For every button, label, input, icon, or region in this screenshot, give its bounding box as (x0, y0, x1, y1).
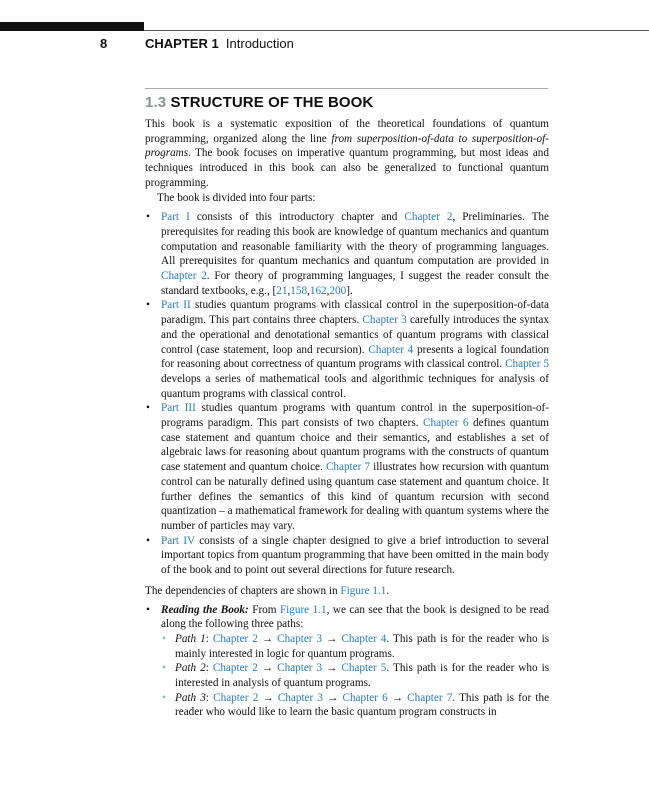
arrow: → (323, 691, 343, 704)
emphasis-text: from superposition-of-data to superposition-of-programs (145, 132, 549, 160)
reading-list (145, 603, 549, 721)
list-item-part-3 (145, 401, 549, 533)
chapter-6-link[interactable]: Chapter 6 (423, 417, 469, 430)
list-item-part-4 (145, 534, 549, 578)
citation-158[interactable]: 158 (290, 284, 308, 297)
page-number: 8 (100, 36, 108, 51)
chapter-label: CHAPTER 1 (145, 36, 219, 51)
text-run: ]. (346, 284, 353, 297)
text-run: consists of this introductory chapter and (189, 211, 405, 224)
chapter-2-link[interactable]: Chapter 2 (404, 211, 453, 224)
chapter-2-link[interactable]: Chapter 2 (212, 662, 258, 675)
arrow: → (322, 662, 342, 675)
chapter-title: Introduction (225, 36, 294, 51)
intro-paragraph (145, 117, 549, 191)
chapter-7-link[interactable]: Chapter 7 (407, 691, 453, 704)
reading-label: Reading the Book: (161, 603, 249, 616)
citation-21[interactable]: 21 (276, 284, 288, 297)
chapter-3-link[interactable]: Chapter 3 (277, 662, 323, 675)
part-iii-link[interactable]: Part III (161, 402, 196, 415)
chapter-3-link[interactable]: Chapter 3 (277, 632, 323, 645)
part-i-link[interactable]: Part I (161, 211, 190, 224)
chapter-3-link[interactable]: Chapter 3 (277, 691, 323, 704)
parts-intro: The book is divided into four parts: (157, 191, 316, 204)
arrow: → (387, 691, 408, 704)
text-run: presents a logical foundation for reasoning about correctness of quantum programs with classical control. (161, 343, 549, 371)
text-run: carefully introduces the syntax and the operational and denotational semantics of quantum programs with classical control (case statement, loop and recursion). (161, 314, 549, 356)
text-run: The dependencies of chapters are shown in (145, 584, 341, 597)
chapter-4-link[interactable]: Chapter 4 (341, 632, 387, 645)
arrow: → (258, 691, 278, 704)
text-run: , Preliminaries. The prerequisites for reading this book are knowledge of quantum mechanics and quantum computation and reasonable familiarity with the theory of programming languages. All prerequisites for quantum mechanics and quantum computation are provided in (161, 211, 549, 268)
list-item-part-1: • Part I consists of this introductory chapter and Chapter 2, Preliminaries. The prerequisites for reading this book are knowledge of quantum mechanics and quantum computation and reasonable familiarity with the theory of programming languages. All prerequisites for quantum mechanics and quantum computation are provided in Chapter 2. For theory of programming languages, I suggest the reader consult the standard textbooks, e.g., [21,158,162,200]. (145, 210, 549, 298)
text-run: illustrates how recursion with quantum control can be naturally defined using quantum case statement and quantum choice. It further defines the semantics of this kind of quantum recursion with second quantization – a mathematical framework for dealing with quantum systems where the number of particles may vary. (161, 461, 550, 532)
text-run: . For theory of programming languages, I suggest the reader consult the standard textbooks, e.g., [ (161, 270, 549, 297)
section-number: 1.3 (145, 94, 167, 111)
arrow: → (322, 632, 342, 645)
running-head (145, 36, 294, 51)
list-item-part-2 (145, 298, 549, 401)
section-heading (145, 94, 373, 111)
text-run: This book is a systematic exposition of the theoretical foundations of quantum programming, organized along the line (145, 118, 549, 145)
chapter-2-link[interactable]: Chapter 2 (161, 270, 207, 283)
text-run: . The book focuses on imperative quantum programming, but most ideas and techniques introduced in this book can also be generalized to functional quantum programming. (145, 147, 549, 189)
path-name: Path 1 (175, 632, 206, 645)
text-run: . (386, 584, 390, 597)
path-name: Path 3 (175, 691, 206, 704)
text-run: develops a series of mathematical tools and algorithmic techniques for analysis of quantum programs with classical control. (161, 372, 549, 400)
list-item-reading (145, 603, 549, 721)
text-run: defines quantum case statement and quantum choice and their semantics, and establishes a set of algebraic laws for reasoning about quantum programs with the constructs of quantum case statement and quantum choice. (161, 417, 549, 474)
chapter-7-link[interactable]: Chapter 7 (325, 461, 371, 474)
chapter-2-link[interactable]: Chapter 2 (212, 632, 258, 645)
part-iv-link[interactable]: Part IV (161, 534, 195, 547)
text-run: . This path is for the reader who is interested in analysis of quantum programs. (175, 662, 550, 690)
figure-1-1-link[interactable]: Figure 1.1 (340, 584, 387, 597)
path-item-1: • Path 1: Chapter 2 → Chapter 3 → Chapter 4. This path is for the reader who is mainly interested in logic for quantum programs. (161, 632, 549, 661)
chapter-2-link[interactable]: Chapter 2 (213, 691, 259, 704)
header-black-bar (0, 22, 144, 31)
text-run: , we can see that the book is designed to be read along the following three paths: (161, 603, 549, 631)
chapter-5-link[interactable]: Chapter 5 (505, 358, 550, 371)
citation-200[interactable]: 200 (329, 284, 347, 297)
chapter-6-link[interactable]: Chapter 6 (342, 691, 388, 704)
path-item-2: • Path 2: Chapter 2 → Chapter 3 → Chapter 5. This path is for the reader who is interested in analysis of quantum programs. (161, 661, 549, 690)
section-rule (145, 88, 548, 89)
chapter-4-link[interactable]: Chapter 4 (368, 343, 414, 356)
text-run: . This path is for the reader who would like to learn the basic quantum program constructs in (175, 691, 550, 719)
path-name: Path 2 (175, 662, 206, 675)
figure-1-1-link[interactable]: Figure 1.1 (279, 603, 327, 616)
section-title: STRUCTURE OF THE BOOK (170, 94, 374, 111)
part-ii-link[interactable]: Part II (161, 299, 191, 312)
chapter-3-link[interactable]: Chapter 3 (362, 314, 407, 327)
paths-list (161, 632, 549, 720)
citation-162[interactable]: 162 (309, 284, 327, 297)
text-run: . This path is for the reader who is mainly interested in logic for quantum programs. (175, 632, 550, 660)
dependencies-paragraph (145, 584, 549, 599)
text-run: studies quantum programs with quantum control in the superposition-of-programs paradigm. This part consists of two chapters. (161, 402, 550, 430)
arrow: → (257, 662, 278, 675)
text-run: consists of a single chapter designed to give a brief introduction to several important topics from quantum programming that have been omitted in the main body of the book and to point out several directions for future research. (161, 534, 549, 577)
path-item-3: • Path 3: Chapter 2 → Chapter 3 → Chapter 6 → Chapter 7. This path is for the reader who would like to learn the basic quantum program constructs in (161, 691, 549, 720)
chapter-5-link[interactable]: Chapter 5 (341, 662, 387, 675)
text-run: From (248, 603, 280, 616)
text-run: studies quantum programs with classical control in the superposition-of-data paradigm. This part contains three chapters. (161, 299, 549, 327)
header-rule (144, 30, 649, 31)
body-text (145, 117, 549, 720)
arrow: → (257, 632, 278, 645)
parts-list (145, 210, 549, 578)
